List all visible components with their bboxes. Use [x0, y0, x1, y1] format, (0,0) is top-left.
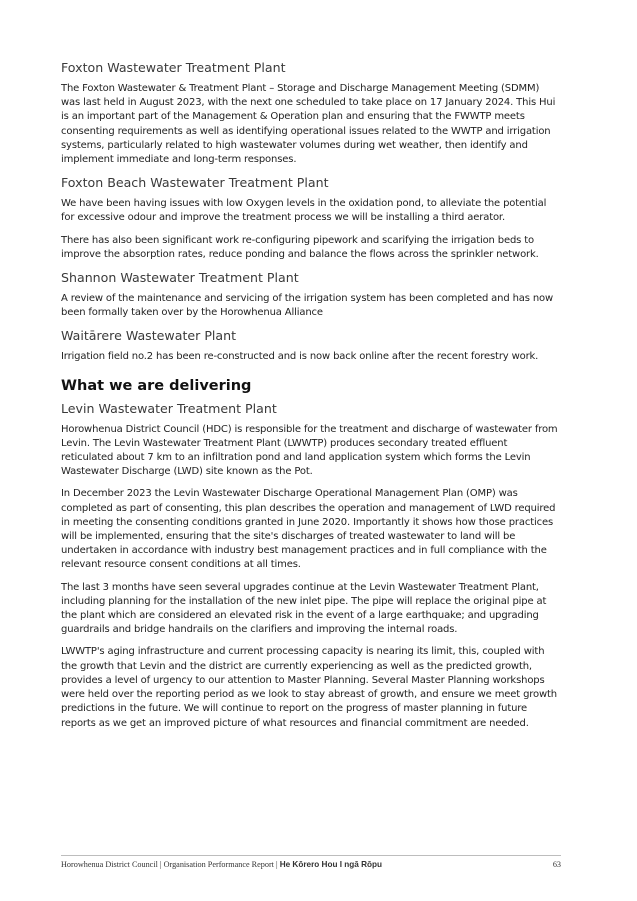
- paragraph: LWWTP's aging infrastructure and current processing capacity is nearing its limit, this, coupled with the growth that Levin and the district are currently experiencing as well as the predicted growth, provides a level of urgency to our attention to Master Planning. Several Master Planning workshops were held over the reporting period as we look to stay abreast of growth, and ensure we meet growth predictions in the future. We will continue to report on the progress of master planning in future reports as we get an improved picture of what resources and financial commitment are needed.: [61, 646, 558, 729]
- footer-report-name: Horowhenua District Council | Organisation Performance Report |: [61, 860, 278, 869]
- page-content: [61, 60, 561, 739]
- footer: [61, 860, 561, 869]
- section-heading: Shannon Wastewater Treatment Plant: [61, 270, 299, 286]
- section-heading: Foxton Beach Wastewater Treatment Plant: [61, 175, 329, 191]
- paragraph: The Foxton Wastewater & Treatment Plant – Storage and Discharge Management Meeting (SDMM) was last held in August 2023, with the next one scheduled to take place on 17 January 2024. This Hui is an important part of the Management & Operation plan and ensuring that the FWWTP meets consenting requirements as well as identifying operational issues related to the WWTP and irrigation systems, particularly related to high wastewater volumes during wet weather, then identify and implement immediate and long-term responses.: [61, 83, 556, 166]
- section-levin: [61, 401, 561, 731]
- section-foxton-beach: [61, 175, 561, 262]
- section-shannon: [61, 270, 561, 320]
- section-heading: Levin Wastewater Treatment Plant: [61, 400, 277, 416]
- footer-divider: [61, 855, 561, 856]
- page-number: 63: [552, 860, 561, 869]
- section-waitarere: [61, 328, 561, 364]
- paragraph: The last 3 months have seen several upgrades continue at the Levin Wastewater Treatment Plant, including planning for the installation of the new inlet pipe. The pipe will replace the original pipe at the plant which are considered an elevated risk in the event of a large earthquake; and upgrading guardrails and bridge handrails on the clarifiers and improving the internal roads.: [61, 581, 547, 636]
- paragraph: Irrigation field no.2 has been re-constructed and is now back online after the recent forestry work.: [61, 351, 539, 363]
- paragraph: There has also been significant work re-configuring pipework and scarifying the irrigation beds to improve the absorption rates, reduce ponding and balance the flows across the sprinkler network.: [61, 234, 539, 260]
- paragraph: Horowhenua District Council (HDC) is responsible for the treatment and discharge of wastewater from Levin. The Levin Wastewater Treatment Plant (LWWTP) produces secondary treated effluent reticulated about 7 km to an infiltration pond and land application system which forms the Levin Wastewater Discharge (LWD) site known as the Pot.: [61, 423, 558, 478]
- section-heading: Waitārere Wastewater Plant: [61, 328, 237, 344]
- section-foxton: [61, 60, 561, 167]
- paragraph: A review of the maintenance and servicing of the irrigation system has been completed and has now been formally taken over by the Horowhenua Alliance: [61, 293, 554, 319]
- paragraph: In December 2023 the Levin Wastewater Discharge Operational Management Plan (OMP) was completed as part of consenting, this plan describes the operation and management of LWD required in meeting the consenting conditions granted in June 2020. Importantly it shows how those practices will be implemented, ensuring that the site's discharges of treated wastewater to land will be undertaken in accordance with industry best management practices and in full compliance with the relevant resource consent conditions at all times.: [61, 488, 556, 571]
- section-heading: Foxton Wastewater Treatment Plant: [61, 60, 286, 75]
- delivering-title: What we are delivering: [61, 377, 252, 394]
- paragraph: We have been having issues with low Oxygen levels in the oxidation pond, to alleviate the potential for excessive odour and improve the treatment process we will be installing a third aerator.: [61, 198, 547, 224]
- footer-report-subtitle: He Kōrero Hou I ngā Rōpu: [279, 860, 383, 869]
